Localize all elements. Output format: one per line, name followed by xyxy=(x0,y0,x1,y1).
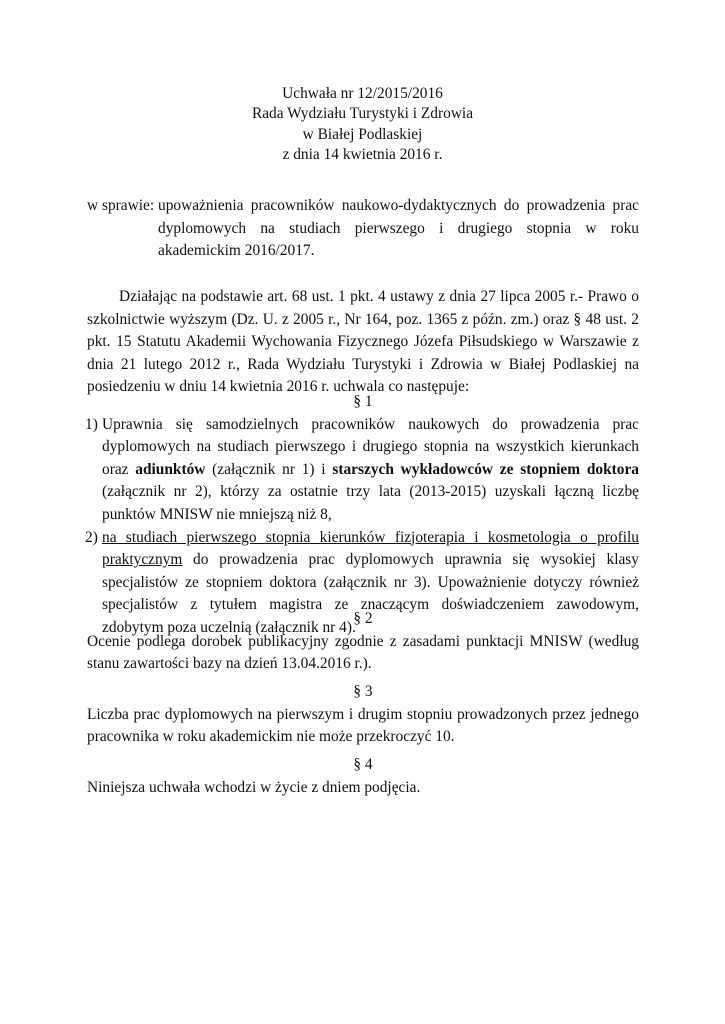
item-text: Uprawnia się samodzielnych pracowników naukowych do prowadzenia prac dyplomowych na studiach pierwszego i drugiego stopnia na wszystkich kierunkach oraz xyxy=(102,415,639,478)
section-3 xyxy=(87,681,639,749)
council-name: Rada Wydziału Turystyki i Zdrowia xyxy=(251,105,474,123)
subject-label: w sprawie: xyxy=(87,197,155,214)
section-4-title: § 4 xyxy=(353,756,373,773)
section-3-text: Liczba prac dyplomowych na pierwszym i drugim stopniu prowadzonych przez jednego pracownika w roku akademickim nie może przekroczyć 10. xyxy=(87,705,639,746)
resolution-header xyxy=(0,84,725,166)
section-4-text: Niniejsza uchwała wchodzi w życie z dniem podjęcia. xyxy=(87,778,421,796)
council-location: w Białej Podlaskiej xyxy=(302,125,423,143)
section-2-title: § 2 xyxy=(353,610,373,627)
section-1-title: § 1 xyxy=(353,393,373,410)
item-text: (załącznik nr 1) i xyxy=(205,460,333,478)
subject-block xyxy=(87,195,639,263)
preamble-paragraph: Działając na podstawie art. 68 ust. 1 pkt. 4 ustawy z dnia 27 lipca 2005 r.- Prawo o szkolnictwie wyższym (Dz. U. z 2005 r., Nr 164, poz. 1365 z późn. zm.) oraz § 48 ust. 2 pkt. 15 Statutu Akademii Wychowania Fizycznego Józefa Piłsudskiego w Warszawie z dnia 21 lutego 2012 r., Rada Wydziału Turystyki i Zdrowia w Białej Podlaskiej na posiedzeniu w dniu 14 kwietnia 2016 r. uchwala co następuje: xyxy=(87,288,639,396)
list-item-number: 1) xyxy=(85,415,98,433)
section-3-title: § 3 xyxy=(353,683,373,700)
list-item-number: 2) xyxy=(85,528,98,546)
section-1-list xyxy=(87,414,639,640)
resolution-number: Uchwała nr 12/2015/2016 xyxy=(282,85,443,102)
item-bold-text: starszych wykładowców ze stopniem doktora xyxy=(332,460,639,478)
list-item xyxy=(87,414,639,527)
resolution-date: z dnia 14 kwietnia 2016 r. xyxy=(282,146,443,164)
item-underlined-text: na studiach pierwszego stopnia kierunków fizjoterapia i kosmetologia o profilu praktycznym xyxy=(102,528,639,569)
item-bold-text: adiunktów xyxy=(135,460,206,478)
section-2-text: Ocenie podlega dorobek publikacyjny zgodnie z zasadami punktacji MNISW (według stanu zawartości bazy na dzień 13.04.2016 r.). xyxy=(87,632,639,673)
section-4 xyxy=(87,754,639,799)
section-2 xyxy=(87,608,639,676)
item-text: do prowadzenia prac dyplomowych uprawnia się wysokiej klasy specjalistów ze stopniem doktora (załącznik nr 3). Upoważnienie dotyczy również specjalistów z tytułem magistra ze znaczącym doświadczeniem zawodowym, zdobytym poza uczelnią (załącznik nr 4). xyxy=(102,551,639,636)
subject-text: upoważnienia pracowników naukowo-dydaktycznych do prowadzenia prac dyplomowych na studiach pierwszego i drugiego stopnia w roku akademickim 2016/2017. xyxy=(158,197,639,260)
section-1 xyxy=(87,391,639,640)
item-text: (załącznik nr 2), którzy za ostatnie trzy lata (2013-2015) uzyskali łączną liczbę punktów MNISW nie mniejszą niż 8, xyxy=(102,483,639,523)
